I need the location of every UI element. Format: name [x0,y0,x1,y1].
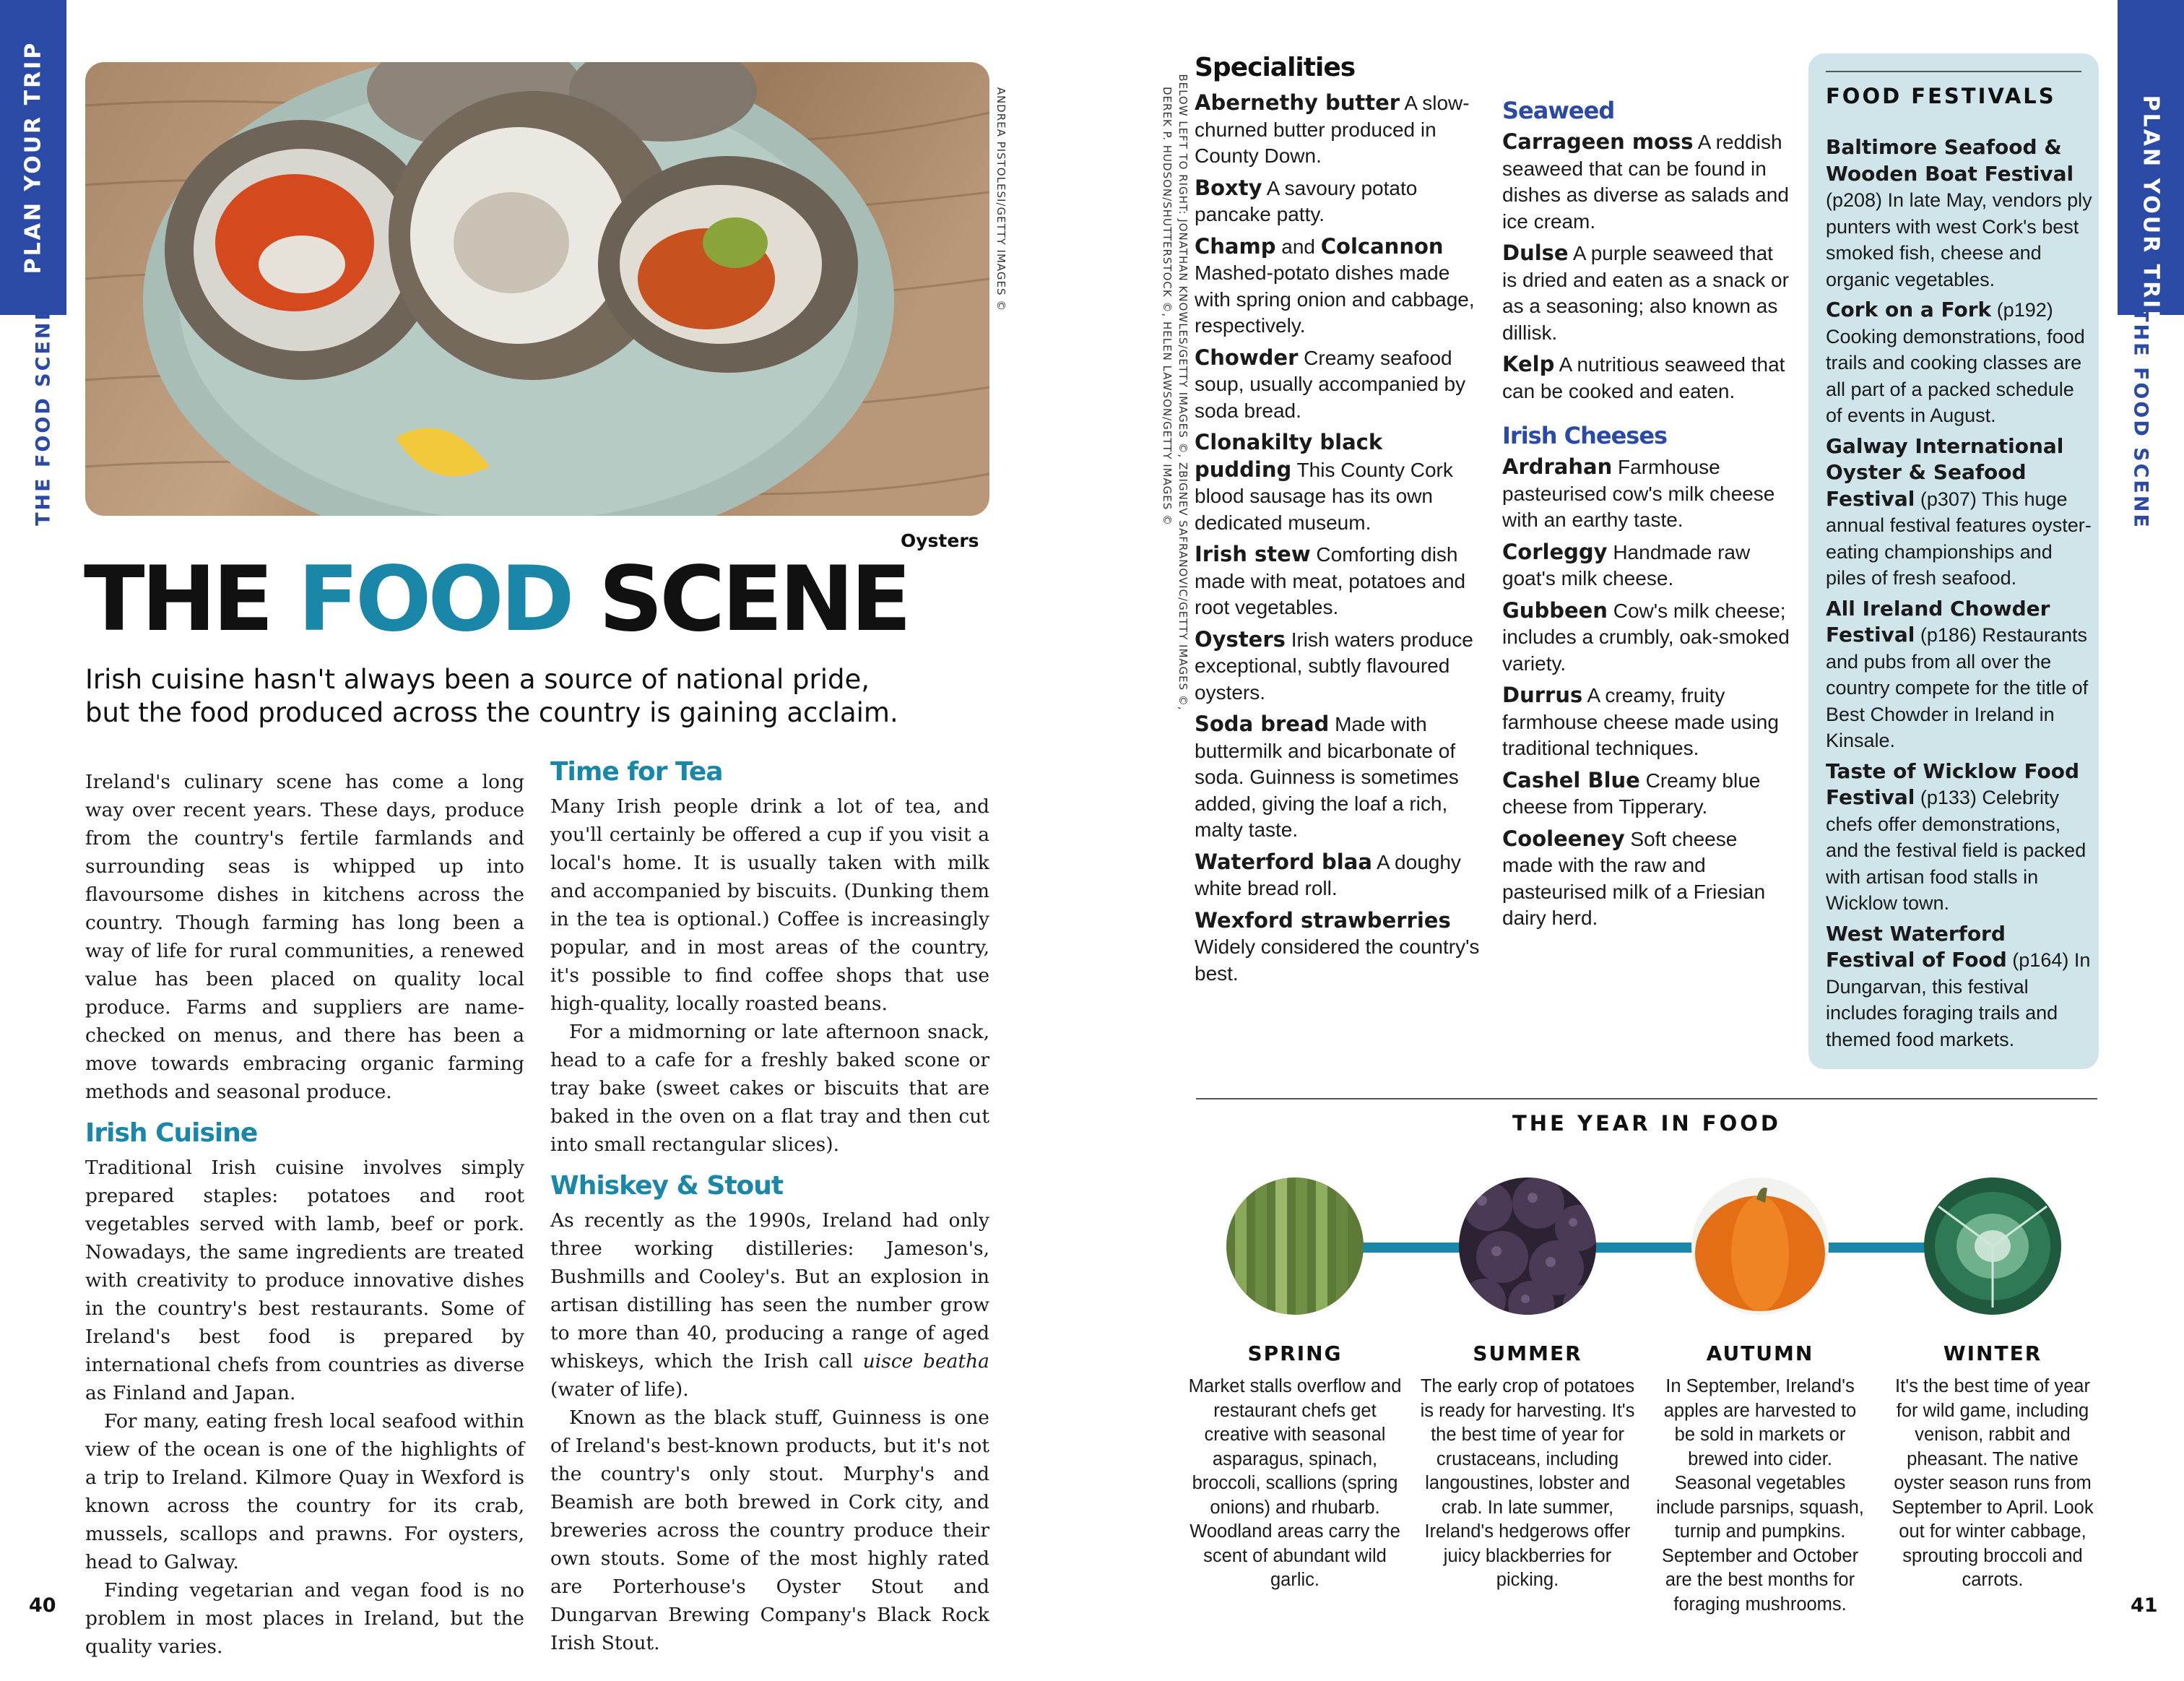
season-timeline [1300,1243,2022,1253]
year-in-food-heading: THE YEAR IN FOOD [1512,1111,1781,1136]
festival-item [1826,759,2093,917]
side-tab-label: PLAN YOUR TRIP [2138,95,2164,329]
seaweed-item [1502,240,1791,346]
festival-desc: (p192) Cooking demonstrations, food trails and cooking classes are all part of a packed schedule of events in August. [1826,299,2085,426]
cheese-item [1502,767,1791,821]
speciality-item [1195,345,1483,425]
item-name: Dulse [1502,241,1569,265]
item-name: Clonakilty black pudding [1195,430,1383,482]
paragraph: For a midmorning or late afternoon snack, head to a cafe for a freshly baked scone or tray bake (sweet cakes or biscuits that are baked in the oven on a flat tray and then cut into small rectangular slices). [550,1021,989,1156]
festival-name: Galway International Oyster & Seafood Festival [1826,433,2064,511]
festivals-list [1826,134,2093,1057]
specialities-heading: Specialities [1195,53,1356,82]
title-highlight: FOOD [298,548,571,652]
cheese-item [1502,826,1791,932]
festivals-heading: FOOD FESTIVALS [1826,84,2056,108]
festival-item [1826,134,2093,293]
item-desc: Made with buttermilk and bicarbonate of soda. Guinness is sometimes added, giving the loaf a rich, malty taste. [1195,713,1459,841]
season-label-summer: SUMMER [1473,1341,1582,1365]
festival-desc: (p208) In late May, vendors ply punters with west Cork's best smoked fish, cheese and organic vegetables. [1826,189,2092,290]
paragraph: Finding vegetarian and vegan food is no problem in most places in Ireland, but the quality varies. [85,1579,524,1658]
text-run: As recently as the 1990s, Ireland had only three working distilleries: Jameson's, Bushmills and Cooley's. But an explosion in artisan distilling has seen the number grow to more than 40, producing a range of aged whiskeys, which the Irish call [550,1209,989,1373]
item-name: Irish stew [1195,542,1311,566]
season-label-winter: WINTER [1943,1341,2042,1365]
page-number-left: 40 [29,1594,56,1617]
festival-desc: (p307) This huge annual festival features oyster-eating championships and piles of fresh seafood. [1826,488,2092,589]
section-heading-irish-cuisine: Irish Cuisine [85,1118,258,1148]
festival-item [1826,596,2093,754]
item-desc: Comforting dish made with meat, potatoes and root vegetables. [1195,543,1466,618]
festival-item [1826,921,2093,1053]
paragraph: Known as the black stuff, Guinness is one of Ireland's best-known products, but it's not the country's only stout. Murphy's and Beamish are both brewed in Cork city, and breweries across the country produce their own stouts. Some of the most highly rated are Porterhouse's Oyster Stout and Dungarvan Brewing Company's Black Rock Irish Stout. [550,1406,989,1654]
festival-name: All Ireland Chowder Festival [1826,596,2050,647]
item-desc: Farmhouse pasteurised cow's milk cheese with an earthy taste. [1502,456,1775,531]
season-description-summer: The early crop of potatoes is ready for harvesting. It's the best time of year for crustaceans, including langoustines, lobster and crab. In late summer, Ireland's hedgerows offer juicy blackberries for picking. [1420,1376,1635,1590]
item-name: Champ [1195,233,1276,259]
item-name: Colcannon [1320,233,1444,259]
title-part-2: SCENE [571,548,909,652]
blackberries-illustration [1459,1177,1596,1315]
item-name: Boxty [1195,175,1262,200]
side-tab-sub-label: THE FOOD SCENE [32,305,55,526]
item-desc: A creamy, fruity farmhouse cheese made using traditional techniques. [1502,684,1779,759]
item-name: Durrus [1502,683,1583,707]
speciality-item [1195,90,1483,170]
page-number-right: 41 [2131,1594,2158,1617]
paragraph: Many Irish people drink a lot of tea, and you'll certainly be offered a cup if you visit a local's home. It is usually taken with milk and accompanied by biscuits. (Dunking them in the tea is optional.) Coffee is increasingly popular, and in most areas of the country, it's possible to find coffee shops that use high-quality, locally roasted beans. [550,795,989,1015]
photo-caption: Oysters [901,530,979,551]
speciality-item [1195,849,1483,902]
festival-item [1826,433,2093,592]
asparagus-image [1226,1177,1364,1315]
item-desc: Cow's milk cheese; includes a crumbly, oak-smoked variety. [1502,599,1790,675]
section-heading-whiskey-stout: Whiskey & Stout [550,1171,784,1201]
body-column-1 [85,768,524,1661]
cheese-item [1502,682,1791,762]
cheese-item [1502,539,1791,592]
side-tab-label: PLAN YOUR TRIP [20,40,46,275]
item-desc: Widely considered the country's best. [1195,935,1480,985]
season-description-spring: Market stalls overflow and restaurant chefs get creative with seasonal asparagus, spinach, broccoli, scallions (spring onions) and rhubarb. Woodland areas carry the scent of abundant wild garlic. [1188,1376,1402,1590]
season-description-winter: It's the best time of year for wild game, including venison, rabbit and pheasant. The native oyster season runs from September to April. Look out for winter cabbage, sprouting broccoli and carrots. [1892,1376,2094,1590]
item-desc: A doughy white bread roll. [1195,850,1461,899]
item-desc: A reddish seaweed that can be found in dishes as diverse as salads and ice cream. [1502,131,1789,233]
item-name: Waterford blaa [1195,849,1372,874]
item-desc: Soft cheese made with the raw and pasteurised milk of a Friesian dairy herd. [1502,827,1766,929]
cheese-item [1502,597,1791,678]
item-desc: Irish waters produce exceptional, subtly flavoured oysters. [1195,628,1473,704]
item-desc: Creamy seafood soup, usually accompanied by soda bread. [1195,346,1466,422]
item-name: Oysters [1195,626,1286,652]
item-name: Corleggy [1502,539,1608,564]
festival-item [1826,297,2093,429]
item-name: Soda bread [1195,712,1330,736]
season-label-spring: SPRING [1247,1341,1343,1365]
item-name: Kelp [1502,352,1555,376]
speciality-item [1195,175,1483,228]
side-tab-right [2118,0,2184,329]
section-heading-time-for-tea: Time for Tea [550,757,723,787]
festival-name: Baltimore Seafood & Wooden Boat Festival [1826,135,2074,186]
item-desc: A slow-churned butter produced in County Down. [1195,92,1470,167]
item-name: Cooleeney [1502,826,1625,851]
side-tab-sub-label: THE FOOD SCENE [2129,308,2152,530]
festival-desc: (p186) Restaurants and pubs from all over the country compete for the title of Best Chowder in Ireland in Kinsale. [1826,624,2089,751]
cabbage-image [1924,1177,2061,1315]
item-desc: A savoury potato pancake patty. [1195,176,1418,225]
page-title [84,548,909,652]
asparagus-illustration [1226,1177,1364,1315]
cheeses-heading: Irish Cheeses [1502,422,1668,449]
item-name: Chowder [1195,345,1299,370]
photo-credits-line-2: DEREK P. HUDSON/SHUTTERSTOCK ©, HELEN LAWSON/GETTY IMAGES © [1161,86,1174,527]
item-joiner: and [1275,235,1321,258]
item-name: Abernethy butter [1195,90,1400,115]
specialities-column [1195,52,1483,992]
photo-credits-line-1: BELOW LEFT TO RIGHT: JONATHAN KNOWLES/GETTY IMAGES ©, ZBIGNEV SAFRANOVIC/GETTY IMAGES ©, [1176,74,1190,711]
item-name: Gubbeen [1502,597,1608,623]
body-column-2 [550,755,989,1657]
photo-credit: ANDREA PISTOLESI/GETTY IMAGES © [994,87,1008,312]
seaweed-heading: Seaweed [1502,97,1615,124]
speciality-item [1195,626,1483,706]
seaweed-item [1502,351,1791,405]
item-name: Cashel Blue [1502,767,1640,792]
festival-name: Cork on a Fork [1826,298,1992,321]
festival-desc: (p164) In Dungarvan, this festival includes foraging trails and themed food markets. [1826,949,2091,1050]
cabbage-illustration [1924,1177,2061,1315]
item-desc: Handmade raw goat's milk cheese. [1502,540,1751,589]
festival-desc: (p133) Celebrity chefs offer demonstrations, and the festival field is packed with artisan food stalls in Wicklow town. [1826,787,2086,914]
blackberries-image [1459,1177,1596,1315]
pumpkin-illustration [1691,1177,1829,1315]
season-label-autumn: AUTUMN [1706,1341,1814,1365]
speciality-item [1195,233,1483,340]
speciality-item [1195,711,1483,844]
item-desc: Creamy blue cheese from Tipperary. [1502,769,1761,818]
paragraph [550,1206,989,1404]
paragraph: For many, eating fresh local seafood within view of the ocean is one of the highlights of a trip to Ireland. Kilmore Quay in Wexford is known across the country for its crab, mussels, scallops and prawns. For oysters, head to Galway. [85,1410,524,1573]
intro-text: Irish cuisine hasn't always been a source of national pride, but the food produced across the country is gaining acclaim. [85,664,898,729]
year-divider [1196,1098,2097,1099]
seaweed-item [1502,129,1791,235]
pumpkin-image [1691,1177,1829,1315]
item-desc: A purple seaweed that is dried and eaten as a snack or as a seasoning; also known as dillisk. [1502,242,1789,344]
speciality-item [1195,541,1483,621]
item-name: Carrageen moss [1502,129,1694,154]
title-part-1: THE [84,548,298,652]
cheese-item [1502,454,1791,534]
oysters-illustration [85,62,989,516]
festival-name: Taste of Wicklow Food Festival [1826,759,2079,809]
season-description-autumn: In September, Ireland's apples are harvested to be sold in markets or brewed into cider. Seasonal vegetables include parsnips, squash, turnip and pumpkins. September and October are the best months for foraging mushrooms. [1656,1376,1864,1615]
item-desc: Mashed-potato dishes made with spring onion and cabbage, respectively. [1195,262,1475,337]
festival-name: West Waterford Festival of Food [1826,921,2007,972]
item-name: Ardrahan [1502,454,1613,479]
speciality-item [1195,907,1483,988]
side-tab-left [0,0,66,315]
speciality-item [1195,429,1483,536]
italic-term: uisce beatha [862,1350,989,1373]
oysters-photo [85,62,989,516]
item-desc: This County Cork blood sausage has its own dedicated museum. [1195,458,1453,534]
item-desc: A nutritious seaweed that can be cooked and eaten. [1502,353,1785,402]
paragraph: Traditional Irish cuisine involves simply prepared staples: potatoes and root vegetables served with lamb, beef or pork. Nowadays, the same ingredients are treated with creativity to produce innovative dishes in the country's best restaurants. Some of Ireland's best food is prepared by international chefs from countries as diverse as Finland and Japan. [85,1157,524,1404]
paragraph: Ireland's culinary scene has come a long way over recent years. These days, produce from the country's fertile farmlands and surrounding seas is whipped up into flavoursome dishes in kitchens across the country. Though farming has long been a way of life for rural communities, a renewed value has been placed on quality local produce. Farms and suppliers are name-checked on menus, and there has been a move towards embracing organic farming methods and seasonal produce. [85,771,524,1103]
item-name: Wexford strawberries [1195,907,1451,933]
seaweed-cheese-column [1502,95,1791,937]
text-run: (water of life). [550,1378,689,1401]
festivals-divider [1826,71,2081,72]
